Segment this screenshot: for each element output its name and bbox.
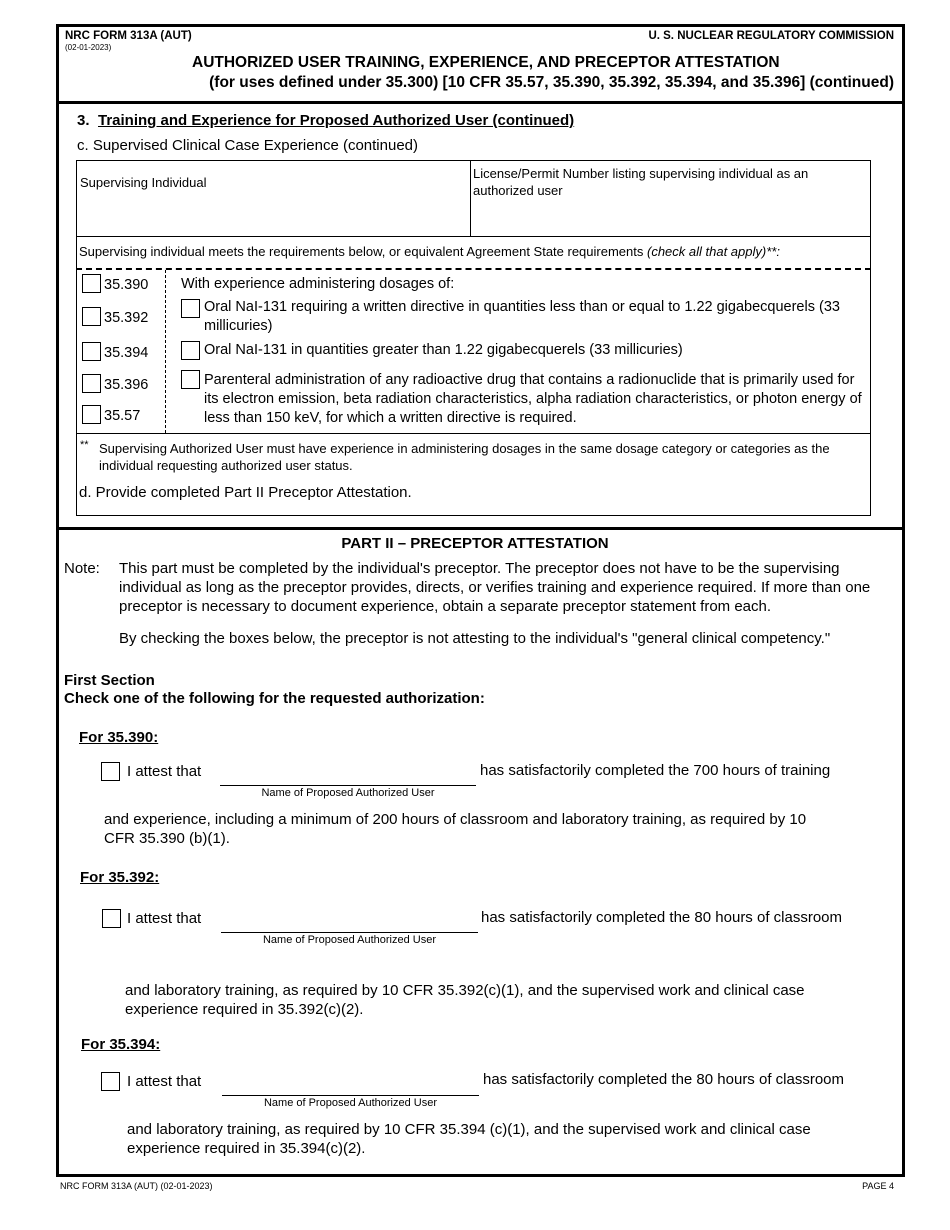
checkbox-35-396[interactable] [82,374,101,393]
note-text: This part must be completed by the individual's preceptor. The preceptor does not have to be the supervising individual as long as the preceptor provides, directs, or verifies training and experience required. If more than one preceptor is necessary to document experience, obtain a separate preceptor statement from each. [119,560,871,615]
part2-divider [56,527,905,530]
requirements-dashed-divider [76,268,871,270]
section-label-35-390: 35.390 [104,277,149,293]
continuation-35-390: and experience, including a minimum of 200 hours of classroom and laboratory training, as required by 10 CFR 35.390 (b)(1). [104,811,807,847]
license-number-label: License/Permit Number listing supervising individual as an authorized user [473,166,809,198]
checkbox-oral-nai-low[interactable] [181,299,200,318]
section-label-35-394: 35.394 [104,345,149,361]
form-title: AUTHORIZED USER TRAINING, EXPERIENCE, AND PRECEPTOR ATTESTATION [192,54,780,71]
subsection-d: d. Provide completed Part II Preceptor Attestation. [79,484,412,501]
table-column-divider [470,160,471,236]
first-section-heading: First Section [64,672,155,689]
attest-checkbox-35-390[interactable] [101,762,120,781]
section-heading: Training and Experience for Proposed Authorized User (continued) [98,112,575,129]
checkbox-35-394[interactable] [82,342,101,361]
section-label-35-57: 35.57 [104,408,141,424]
checkbox-35-390[interactable] [82,274,101,293]
footnote-divider [76,433,871,434]
section-number: 3. [77,112,90,129]
name-caption-35-390: Name of Proposed Authorized User [220,785,476,799]
completion-35-390: has satisfactorily completed the 700 hours of training [480,762,831,779]
continuation-35-394: and laboratory training, as required by 10 CFR 35.394 (c)(1), and the supervised work and clinical case experience required in 35.394(c)(2). [127,1121,811,1157]
supervising-individual-label: Supervising Individual [80,175,207,190]
check-one-instruction: Check one of the following for the requested authorization: [64,690,485,707]
section-label-35-392: 35.392 [104,310,149,326]
option-oral-nai-high: Oral NaI-131 in quantities greater than 1.22 gigabecquerels (33 millicuries) [204,342,683,358]
form-subtitle: (for uses defined under 35.300) [10 CFR 35.57, 35.390, 35.392, 35.394, and 35.396] (continued) [209,74,894,91]
note-label: Note: [64,560,100,577]
supervising-individual-field[interactable] [80,192,466,232]
attest-label-35-394: I attest that [127,1073,202,1090]
section-label-35-396: 35.396 [104,377,149,393]
option-oral-nai-low: Oral NaI-131 requiring a written directive in quantities less than or equal to 1.22 gigabecquerels (33 millicuries) [204,299,840,334]
requirements-text: Supervising individual meets the requirements below, or equivalent Agreement State requirements (check all that apply)**: [79,244,780,259]
continuation-35-392: and laboratory training, as required by 10 CFR 35.392(c)(1), and the supervised work and clinical case experience required in 35.392(c)(2). [125,982,805,1018]
attest-checkbox-35-394[interactable] [101,1072,120,1091]
footer-form-id: NRC FORM 313A (AUT) (02-01-2023) [60,1181,213,1191]
completion-35-394: has satisfactorily completed the 80 hours of classroom [483,1071,845,1088]
part2-title: PART II – PRECEPTOR ATTESTATION [341,535,609,552]
completion-35-392: has satisfactorily completed the 80 hours of classroom [481,909,843,926]
name-caption-35-392: Name of Proposed Authorized User [221,932,478,946]
attest-checkbox-35-392[interactable] [102,909,121,928]
subsection-c: c. Supervised Clinical Case Experience (continued) [77,137,419,154]
experience-intro: With experience administering dosages of: [181,276,455,292]
checkbox-oral-nai-high[interactable] [181,341,200,360]
table-row-divider [76,236,871,237]
note-text-competency: By checking the boxes below, the preceptor is not attesting to the individual's "general clinical competency." [119,630,831,647]
heading-35-392: For 35.392: [80,869,160,886]
checkbox-parenteral[interactable] [181,370,200,389]
footnote-text: Supervising Authorized User must have experience in administering dosages in the same dosage category or categories as the individual requesting authorized user status. [99,441,830,473]
attest-name-field-35-392[interactable] [221,909,478,931]
option-parenteral: Parenteral administration of any radioactive drug that contains a radionuclide that is primarily used for its electron emission, beta radiation characteristics, alpha radiation characteristics, or photon energy of less than 150 keV, for which a written directive is required. [204,372,862,426]
attest-label-35-390: I attest that [127,763,202,780]
attest-name-field-35-394[interactable] [222,1072,479,1094]
name-caption-35-394: Name of Proposed Authorized User [222,1095,479,1109]
agency-name: U. S. NUCLEAR REGULATORY COMMISSION [648,30,894,42]
header-divider [56,101,905,104]
footer-page-number: PAGE 4 [862,1181,894,1191]
footnote-marker: ** [80,439,89,451]
form-date: (02-01-2023) [65,43,112,52]
form-id: NRC FORM 313A (AUT) [65,30,192,42]
checkbox-35-57[interactable] [82,405,101,424]
license-number-field[interactable] [473,200,867,232]
heading-35-394: For 35.394: [81,1036,161,1053]
attest-name-field-35-390[interactable] [220,762,476,784]
section-column-divider [165,270,166,433]
attest-label-35-392: I attest that [127,910,202,927]
heading-35-390: For 35.390: [79,729,159,746]
checkbox-35-392[interactable] [82,307,101,326]
